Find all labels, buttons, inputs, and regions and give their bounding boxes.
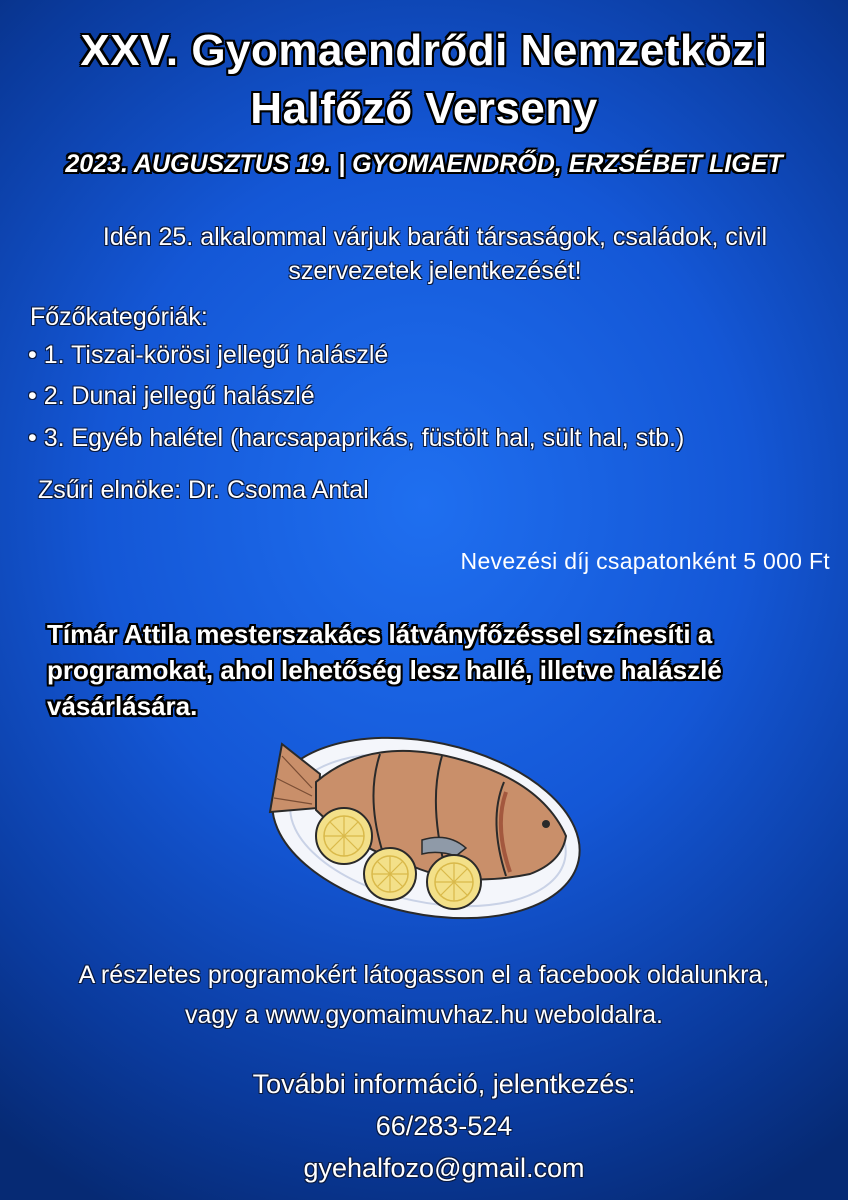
chef-announcement: Tímár Attila mesterszakács látványfőzéssel színesíti a programokat, ahol lehetőség lesz hallé, illetve halászlé vásárlására. <box>47 619 722 721</box>
poster-title-line2: Halfőző Verseny <box>250 84 598 133</box>
contact-email: gyehalfozo@gmail.com <box>303 1153 585 1183</box>
contact-info <box>40 1063 848 1189</box>
fish-plate-icon <box>262 716 586 928</box>
contact-phone: 66/283-524 <box>375 1111 513 1141</box>
program-info-line1: A részletes programokért látogasson el a facebook oldalunkra, <box>78 961 770 989</box>
category-item: • 1. Tiszai-körösi jellegű halászlé <box>28 341 389 369</box>
program-info <box>0 955 848 1035</box>
category-item: • 2. Dunai jellegű halászlé <box>28 382 315 410</box>
entry-fee: Nevezési díj csapatonként 5 000 Ft <box>460 548 830 574</box>
poster-title-line1: XXV. Gyomaendrődi Nemzetközi <box>80 26 768 75</box>
program-info-line2: vagy a www.gyomaimuvhaz.hu weboldalra. <box>184 1001 663 1029</box>
categories-title: Főzőkategóriák: <box>30 303 208 331</box>
jury-president: Zsűri elnöke: Dr. Csoma Antal <box>38 476 369 504</box>
category-item: • 3. Egyéb halétel (harcsapaprikás, füstölt hal, sült hal, stb.) <box>28 424 685 452</box>
event-date-location: 2023. AUGUSZTUS 19. | GYOMAENDRŐD, ERZSÉBET LIGET <box>65 150 783 178</box>
contact-title: További információ, jelentkezés: <box>252 1069 636 1099</box>
intro-text: Idén 25. alkalommal várjuk baráti társaságok, családok, civil szervezetek jelentkezését! <box>102 223 768 285</box>
